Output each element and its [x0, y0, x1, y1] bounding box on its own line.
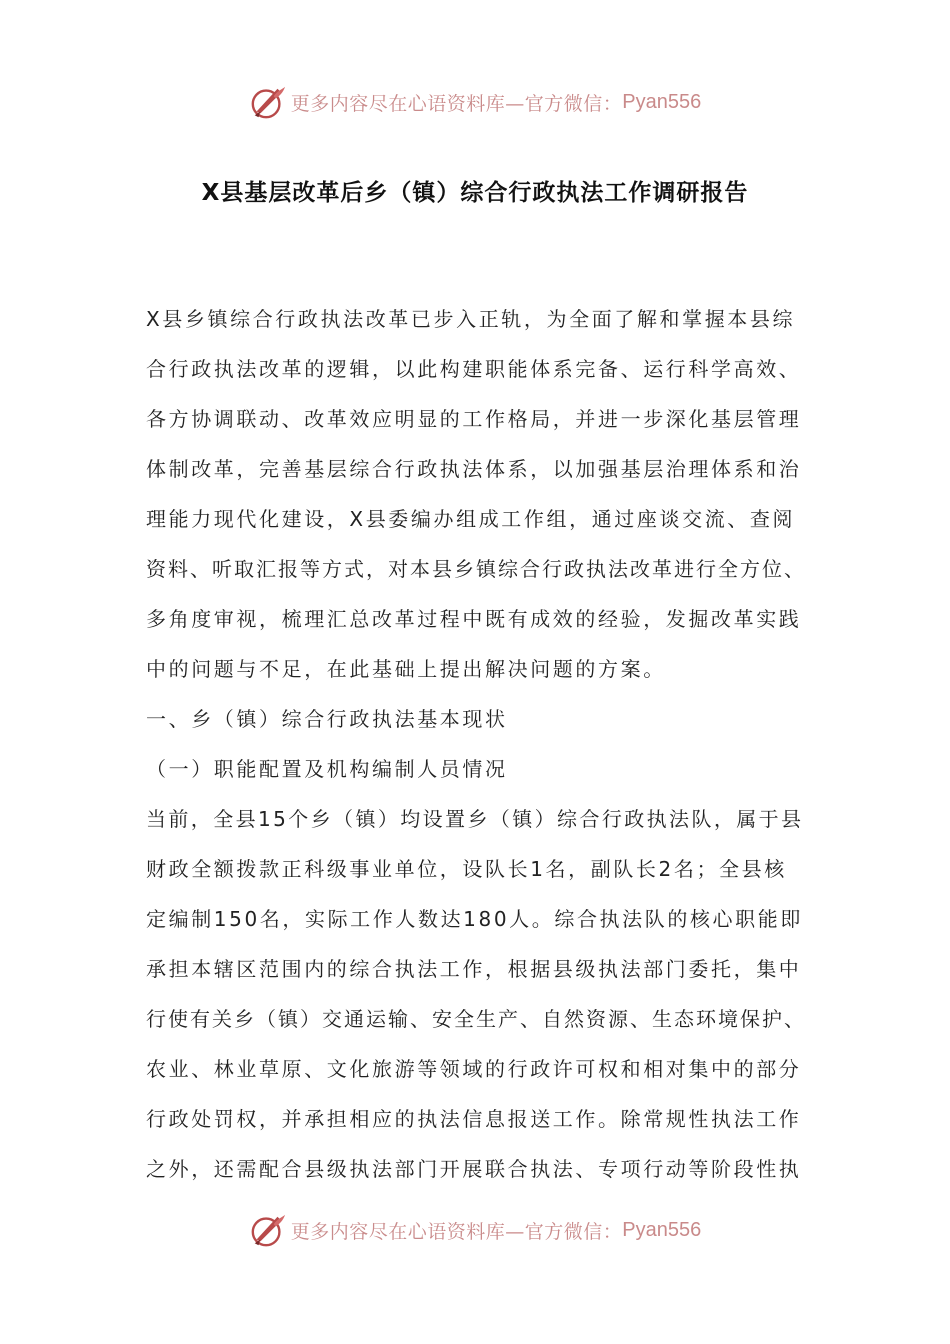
body-line: 理能力现代化建设，X县委编办组成工作组，通过座谈交流、查阅: [146, 507, 796, 531]
body-line: 行使有关乡（镇）交通运输、安全生产、自然资源、生态环境保护、: [146, 1007, 806, 1031]
watermark-wechat-id: Pyan556: [622, 90, 702, 113]
body-line: 行政处罚权，并承担相应的执法信息报送工作。除常规性执法工作: [146, 1107, 802, 1131]
body-line: 之外，还需配合县级执法部门开展联合执法、专项行动等阶段性执: [146, 1157, 802, 1181]
body-line: 当前，全县15个乡（镇）均设置乡（镇）综合行政执法队，属于县: [146, 807, 804, 831]
body-line: 定编制150名，实际工作人数达180人。综合执法队的核心职能即: [146, 907, 803, 931]
subsection-heading: （一）职能配置及机构编制人员情况: [146, 757, 508, 781]
body-line: 资料、听取汇报等方式，对本县乡镇综合行政执法改革进行全方位、: [146, 557, 806, 581]
watermark-header: [0, 80, 950, 124]
quill-logo-icon: [249, 83, 287, 121]
body-line: 财政全额拨款正科级事业单位，设队长1名，副队长2名；全县核: [146, 857, 787, 881]
watermark-wechat-id: Pyan556: [622, 1218, 702, 1241]
document-body: [146, 294, 808, 1194]
body-line: 合行政执法改革的逻辑，以此构建职能体系完备、运行科学高效、: [146, 357, 802, 381]
body-line: 体制改革，完善基层综合行政执法体系，以加强基层治理体系和治: [146, 457, 802, 481]
body-line: X县乡镇综合行政执法改革已步入正轨，为全面了解和掌握本县综: [146, 307, 796, 331]
watermark-text: 更多内容尽在心语资料库—官方微信：: [290, 92, 623, 115]
watermark-footer: [0, 1208, 950, 1252]
document-title: X县基层改革后乡（镇）综合行政执法工作调研报告: [201, 180, 749, 206]
quill-logo-icon: [249, 1211, 287, 1249]
body-line: 农业、林业草原、文化旅游等领域的行政许可权和相对集中的部分: [146, 1057, 802, 1081]
watermark-text: 更多内容尽在心语资料库—官方微信：: [290, 1220, 623, 1243]
body-line: 多角度审视，梳理汇总改革过程中既有成效的经验，发掘改革实践: [146, 607, 802, 631]
body-line: 中的问题与不足，在此基础上提出解决问题的方案。: [146, 657, 666, 681]
section-heading: 一、乡（镇）综合行政执法基本现状: [146, 707, 508, 731]
body-line: 各方协调联动、改革效应明显的工作格局，并进一步深化基层管理: [146, 407, 802, 431]
body-line: 承担本辖区范围内的综合执法工作，根据县级执法部门委托，集中: [146, 957, 802, 981]
